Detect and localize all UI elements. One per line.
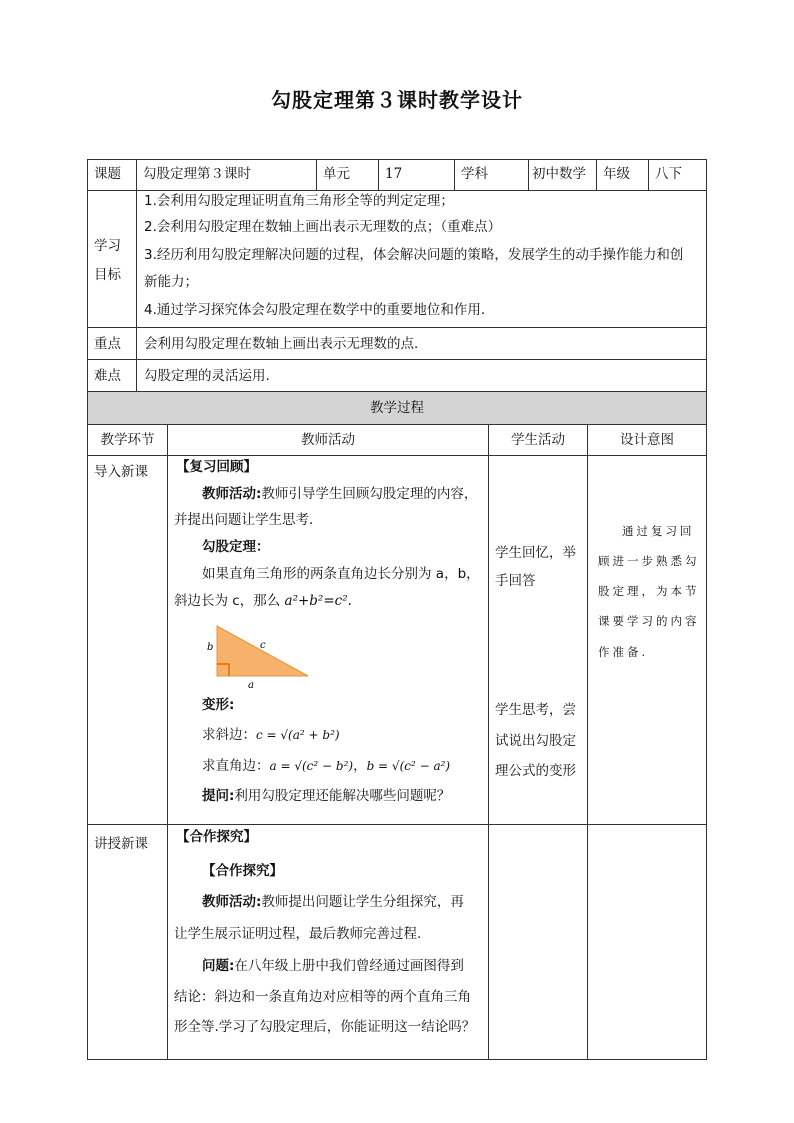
- design-intent-line: 顾进一步熟悉勾: [598, 554, 700, 568]
- table-col-rule: [136, 159, 137, 392]
- hyp-formula: c = √(a² + b²): [256, 728, 340, 742]
- review-heading: 【复习回顾】: [176, 459, 257, 475]
- leg-formula-a: a = √(c² − b²): [269, 759, 354, 773]
- design-intent-line: 课要学习的内容: [598, 614, 700, 628]
- problem-text: 形全等.学习了勾股定理后，你能证明这一结论吗？: [174, 1019, 476, 1035]
- teacher-activity-label: 教师活动:: [202, 486, 262, 502]
- table-rule: [87, 455, 707, 456]
- table-border-bottom: [87, 1059, 707, 1060]
- problem-label: 问题:: [202, 958, 235, 974]
- column-header-stage: 教学环节: [100, 432, 155, 448]
- unit-value: 17: [385, 166, 403, 182]
- subject-value: 初中数学: [532, 166, 586, 182]
- theorem-text: 斜边长为 c，那么: [174, 593, 285, 609]
- teacher-activity-text: 并提出问题让学生思考.: [174, 512, 314, 528]
- hyp-label: 求斜边：: [202, 727, 256, 743]
- leg-formula-b: b = √(c² − a²): [366, 759, 451, 773]
- student-activity: 学生回忆，举: [495, 545, 576, 561]
- table-col-rule: [167, 424, 168, 1060]
- difficulty-label: 难点: [94, 368, 121, 384]
- student-activity: 理公式的变形: [495, 763, 576, 779]
- right-triangle-figure: [200, 618, 320, 690]
- right-triangle: [217, 626, 308, 676]
- triangle-label-a: a: [248, 680, 254, 690]
- table-border-right: [706, 159, 707, 1060]
- table-border-left: [87, 159, 88, 1060]
- column-header-student: 学生活动: [511, 432, 565, 448]
- question-line: [202, 786, 450, 806]
- leg-separator: ，: [353, 758, 367, 774]
- grade-value: 八下: [655, 166, 682, 182]
- stage-intro: 导入新课: [94, 464, 148, 480]
- design-intent-line: 股定理，为本节: [598, 584, 700, 598]
- teacher-activity-text: 教师引导学生回顾勾股定理的内容，: [261, 486, 478, 502]
- table-rule: [87, 359, 707, 360]
- problem-line: [202, 956, 464, 976]
- table-rule: [87, 424, 707, 425]
- design-intent-line: 作准备.: [598, 645, 649, 659]
- question-text: 利用勾股定理还能解决哪些问题呢？: [234, 788, 451, 804]
- table-rule: [87, 824, 707, 825]
- teacher-activity-text: 教师提出问题让学生分组探究，再: [261, 894, 464, 910]
- key-point-text: 会利用勾股定理在数轴上画出表示无理数的点.: [144, 336, 419, 352]
- explore-heading: 【合作探究】: [176, 829, 257, 845]
- objective-item: 1.会利用勾股定理证明直角三角形全等的判定定理；: [144, 193, 454, 209]
- theorem-label: 勾股定理：: [202, 539, 270, 555]
- triangle-label-c: c: [260, 640, 266, 651]
- theorem-formula: a²+b²=c².: [284, 593, 352, 609]
- problem-text: 在八年级上册中我们曾经通过画图得到: [234, 958, 464, 974]
- page-title: 勾股定理第３课时教学设计: [271, 88, 523, 112]
- triangle-label-b: b: [207, 642, 214, 653]
- objective-item: 4.通过学习探究体会勾股定理在数学中的重要地位和作用.: [144, 302, 486, 318]
- grade-label: 年级: [603, 166, 630, 182]
- column-header-teacher: 教师活动: [301, 432, 355, 448]
- teacher-activity-line: [202, 484, 477, 504]
- theorem-text: 如果直角三角形的两条直角边长分别为 a，b，: [202, 566, 480, 582]
- hyp-line: [202, 725, 340, 745]
- teacher-activity-text: 让学生展示证明过程，最后教师完善过程.: [174, 926, 422, 942]
- student-activity: 学生思考，尝: [495, 702, 576, 718]
- table-rule: [87, 327, 707, 328]
- question-label: 提问:: [202, 788, 235, 804]
- variant-label: 变形:: [202, 697, 235, 713]
- key-point-label: 重点: [94, 336, 121, 352]
- subject-label: 学科: [461, 166, 488, 182]
- course-value: 勾股定理第３课时: [143, 166, 251, 182]
- table-col-rule: [488, 424, 489, 1060]
- design-intent-line: 通过复习回: [622, 524, 695, 538]
- student-activity: 手回答: [495, 573, 536, 589]
- course-label: 课题: [94, 166, 121, 182]
- student-activity: 试说出勾股定: [495, 733, 576, 749]
- teacher-activity-label: 教师活动:: [202, 894, 262, 910]
- problem-text: 结论：斜边和一条直角边对应相等的两个直角三角: [174, 989, 471, 1005]
- explore-heading-2: 【合作探究】: [202, 863, 283, 879]
- objective-item: 3.经历利用勾股定理解决问题的过程，体会解决问题的策略，发展学生的动手操作能力和创: [144, 247, 684, 263]
- process-header: 教学过程: [370, 400, 424, 416]
- objective-item: 新能力；: [144, 274, 198, 290]
- objectives-label-2: 目标: [94, 267, 121, 283]
- column-header-intent: 设计意图: [620, 432, 674, 448]
- table-col-rule: [587, 424, 588, 1060]
- leg-label: 求直角边：: [202, 758, 270, 774]
- objective-item: 2.会利用勾股定理在数轴上画出表示无理数的点；（重难点）: [144, 219, 502, 235]
- difficulty-text: 勾股定理的灵活运用.: [144, 368, 270, 384]
- unit-label: 单元: [323, 166, 350, 182]
- theorem-text-2: [174, 591, 352, 611]
- stage-new-lesson: 讲授新课: [94, 836, 148, 852]
- leg-line: [202, 756, 450, 776]
- teacher-activity-line-2: [202, 892, 464, 912]
- objectives-label-1: 学习: [94, 238, 121, 254]
